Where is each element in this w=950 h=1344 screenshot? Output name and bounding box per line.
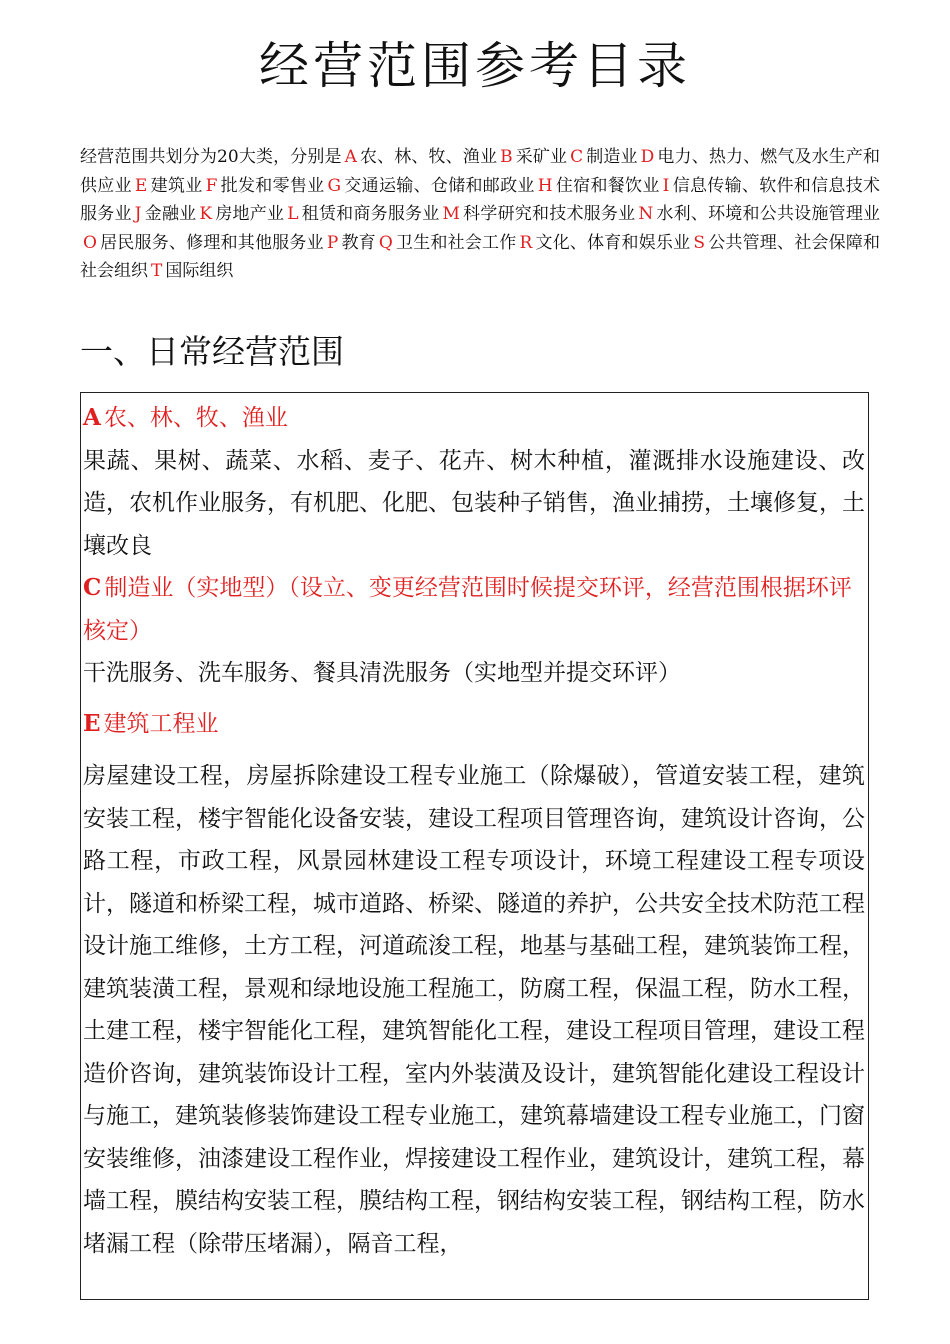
category-name: 房地产业 — [215, 204, 285, 224]
group-body-e: 房屋建设工程，房屋拆除建设工程专业施工（除爆破），管道安装工程，建筑安装工程，楼宇智能化设备安装，建设工程项目管理咨询，建筑设计咨询，公路工程，市政工程，风景园林建设工程专项设计，环境工程建设工程专项设计，隧道和桥梁工程，城市道路、桥梁、隧道的养护，公共安全技术防范工程设计施工维修，土方工程，河道疏浚工程，地基与基础工程，建筑装饰工程，建筑装潢工程，景观和绿地设施工程施工，防腐工程，保温工程，防水工程，土建工程，楼宇智能化工程，建筑智能化工程，建设工程项目管理，建设工程造价咨询，建筑装饰设计工程，室内外装潢及设计，建筑智能化建设工程设计与施工，建筑装修装饰建设工程专业施工，建筑幕墙建设工程专业施工，门窗安装维修，油漆建设工程作业，焊接建设工程作业，建筑设计，建筑工程，幕墙工程，膜结构安装工程，膜结构工程，钢结构安装工程，钢结构工程，防水堵漏工程（除带压堵漏），隔音工程， — [83, 763, 865, 1257]
category-code: E — [134, 175, 148, 196]
category-name: 水利、环境和公共设施管理业 — [656, 204, 881, 224]
category-name: 居民服务、修理和其他服务业 — [99, 232, 324, 253]
category-name: 电力、热力、燃气及水生产和供应业 — [80, 147, 881, 196]
category-code: S — [693, 232, 705, 253]
category-name: 住宿和餐饮业 — [555, 175, 660, 196]
category-code: M — [442, 204, 460, 224]
category-name: 采矿业 — [515, 147, 568, 167]
business-scope-box — [80, 392, 869, 1300]
category-code: H — [537, 175, 553, 196]
category-name: 国际组织 — [165, 261, 234, 281]
intro-prefix: 经营范围共划分为20大类，分别是 — [80, 147, 342, 167]
category-name: 卫生和社会工作 — [395, 232, 517, 253]
group-title: 制造业（实地型）（设立、变更经营范围时候提交环评，经营范围根据环评核定） — [83, 575, 852, 644]
group-body-c: 干洗服务、洗车服务、餐具清洗服务（实地型并提交环评） — [83, 660, 681, 686]
category-name: 金融业 — [144, 204, 197, 224]
group-heading-c — [83, 567, 865, 652]
group-heading-e — [83, 703, 865, 746]
document-title: 经营范围参考目录 — [259, 37, 691, 95]
intro-category-list — [80, 147, 880, 281]
category-code: C — [570, 147, 584, 167]
category-code: I — [662, 175, 670, 196]
group-title: 农、林、牧、渔业 — [103, 405, 288, 431]
category-name: 科学研究和技术服务业 — [462, 204, 636, 224]
intro-paragraph — [80, 143, 880, 286]
group-letter: E — [83, 709, 101, 737]
group-letter: A — [83, 404, 101, 431]
category-code: Q — [378, 232, 393, 253]
category-code: K — [199, 204, 213, 224]
category-code: L — [287, 204, 299, 224]
section-heading: 一、日常经营范围 — [80, 332, 344, 371]
category-code: P — [326, 232, 339, 253]
group-letter: C — [83, 574, 102, 601]
category-code: O — [83, 232, 97, 253]
category-name: 信息传输、软件和信息技术服务业 — [80, 175, 881, 224]
category-name: 制造业 — [586, 147, 638, 167]
category-code: R — [519, 232, 533, 253]
group-body-a: 果蔬、果树、蔬菜、水稻、麦子、花卉、树木种植，灌溉排水设施建设、改造，农机作业服务，有机肥、化肥、包装种子销售，渔业捕捞，土壤修复，土壤改良 — [83, 447, 865, 559]
category-code: B — [500, 147, 513, 167]
category-name: 交通运输、仓储和邮政业 — [344, 175, 535, 196]
category-code: N — [638, 204, 654, 224]
category-name: 文化、体育和娱乐业 — [535, 232, 691, 253]
category-name: 批发和零售业 — [220, 175, 325, 196]
group-title: 建筑工程业 — [103, 710, 219, 737]
group-heading-a — [83, 397, 865, 440]
category-name: 农、林、牧、渔业 — [359, 147, 498, 167]
category-code: T — [151, 261, 163, 281]
category-code: D — [640, 147, 655, 167]
category-name: 租赁和商务服务业 — [301, 204, 440, 224]
category-code: F — [205, 175, 218, 196]
category-code: G — [327, 175, 342, 196]
category-code: J — [134, 204, 142, 224]
category-code: A — [344, 147, 357, 167]
category-name: 建筑业 — [150, 175, 203, 196]
category-name: 公共管理、社会保障和社会组织 — [80, 232, 881, 281]
category-name: 教育 — [341, 232, 376, 253]
